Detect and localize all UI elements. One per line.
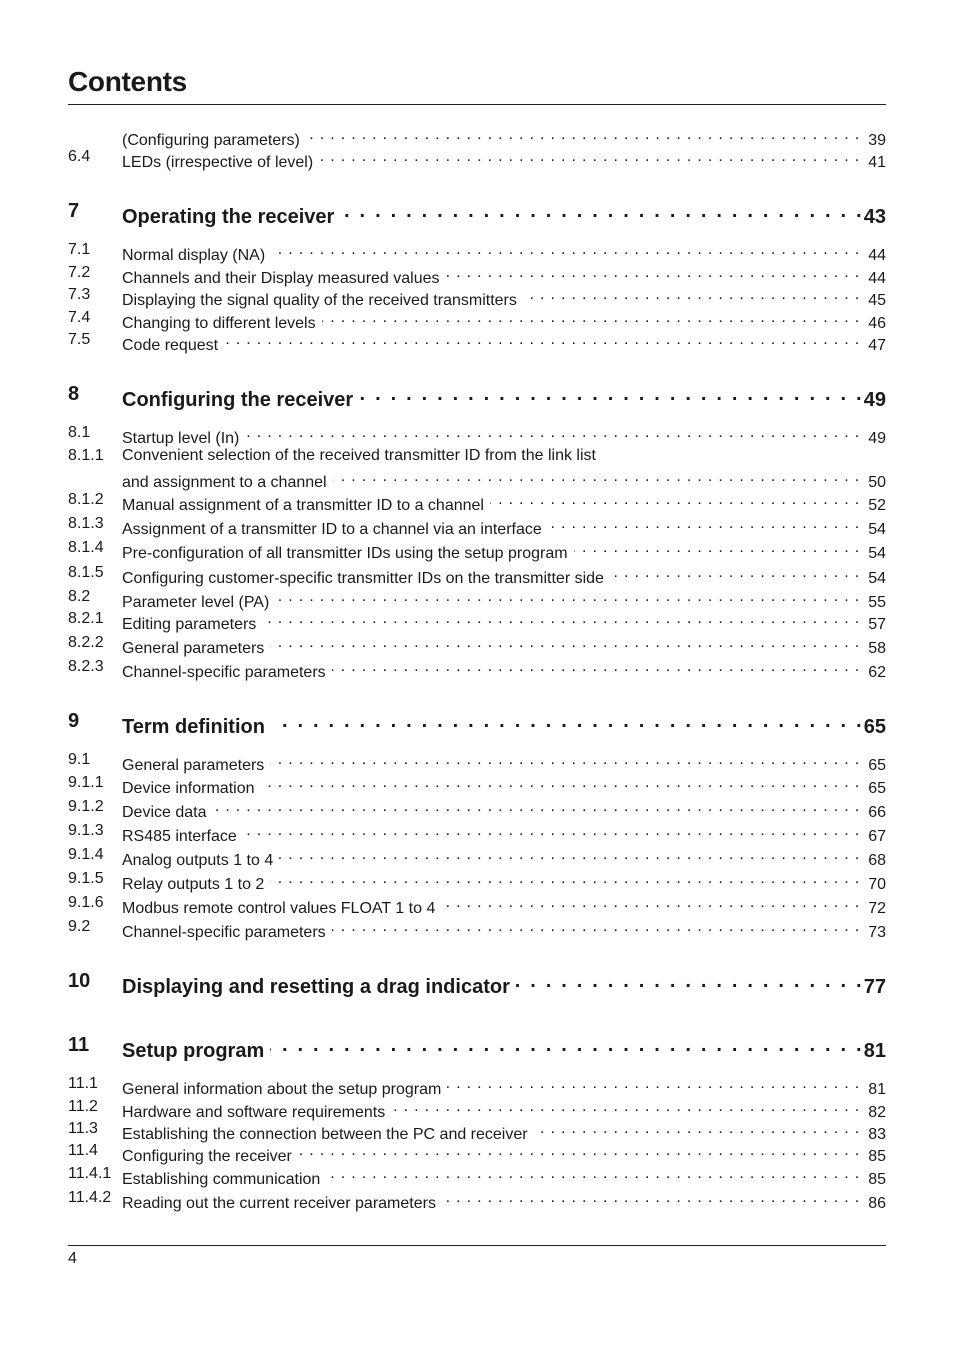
toc-page-number: 81 [863, 1040, 886, 1062]
toc-page-number: 55 [868, 594, 886, 611]
toc-title: Convenient selection of the received transmitter ID from the link list [122, 447, 596, 464]
toc-title: Configuring customer-specific transmitter IDs on the transmitter side [122, 570, 604, 587]
toc-page-number: 50 [868, 474, 886, 491]
dot-leader [548, 514, 860, 534]
toc-title: Establishing the connection between the PC and receiver [122, 1126, 528, 1143]
dot-leader [446, 263, 860, 283]
toc-title: Code request [122, 337, 219, 354]
toc-title: Setup program [122, 1040, 265, 1062]
toc-number: 9.1.3 [68, 822, 104, 839]
dot-leader [271, 709, 864, 733]
toc-page-number: 67 [868, 828, 886, 845]
toc-number: 11 [68, 1034, 90, 1056]
toc-title: Parameter level (PA) [122, 594, 270, 611]
toc-page-number: 65 [868, 780, 886, 797]
dot-leader [270, 1033, 864, 1057]
toc-number: 9.1.1 [68, 774, 104, 791]
dot-leader [516, 969, 864, 993]
toc-page-number: 41 [868, 154, 886, 171]
toc-number: 8.2.1 [68, 610, 104, 627]
toc-title: (Configuring parameters) [122, 132, 300, 149]
toc-number: 7.2 [68, 264, 91, 281]
toc-title: Hardware and software requirements [122, 1104, 386, 1121]
toc-title: Editing parameters [122, 616, 257, 633]
toc-title: Analog outputs 1 to 4 [122, 852, 274, 869]
toc-page-number: 58 [868, 640, 886, 657]
toc-title: Channel-specific parameters [122, 924, 326, 941]
dot-leader [490, 490, 860, 510]
toc-number: 8.1.3 [68, 515, 104, 532]
dot-leader [224, 330, 860, 350]
toc-page-number: 52 [868, 497, 886, 514]
toc-page-number: 44 [868, 247, 886, 264]
toc-page-number: 49 [868, 430, 886, 447]
toc-title: Startup level (In) [122, 430, 240, 447]
toc-number: 7 [68, 200, 80, 222]
toc-page-number: 54 [868, 545, 886, 562]
toc-page-number: 65 [868, 757, 886, 774]
toc-title: Displaying the signal quality of the received transmitters [122, 292, 517, 309]
toc-page-number: 68 [868, 852, 886, 869]
toc-page-number: 72 [868, 900, 886, 917]
toc-page-number: 81 [868, 1081, 886, 1098]
toc-page-number: 45 [868, 292, 886, 309]
toc-title: Operating the receiver [122, 206, 335, 228]
toc-page-number: 65 [863, 716, 886, 738]
toc-number: 6.4 [68, 148, 91, 165]
dot-leader [340, 199, 863, 223]
toc-title: Manual assignment of a transmitter ID to a channel [122, 497, 484, 514]
toc-page-number: 85 [868, 1148, 886, 1165]
dot-leader [332, 917, 860, 937]
toc-page-number: 73 [868, 924, 886, 941]
toc-number: 8.1.5 [68, 564, 104, 581]
toc-title: Assignment of a transmitter ID to a channel via an interface [122, 521, 542, 538]
toc-number: 8.1 [68, 424, 91, 441]
header-divider [68, 104, 886, 105]
toc-title: General parameters [122, 757, 265, 774]
toc-number: 8.2 [68, 588, 91, 605]
dot-leader [610, 563, 860, 583]
toc-number: 10 [68, 970, 91, 992]
dot-leader [523, 285, 860, 305]
toc-page-number: 86 [868, 1195, 886, 1212]
toc-title: Displaying and resetting a drag indicator [122, 976, 510, 998]
dot-leader [442, 1188, 860, 1208]
toc-page-number: 62 [868, 664, 886, 681]
toc-page-number: 44 [868, 270, 886, 287]
dot-leader [534, 1119, 860, 1139]
toc-number: 8.2.2 [68, 634, 104, 651]
toc-title: General information about the setup program [122, 1081, 442, 1098]
toc-page-number: 43 [863, 206, 886, 228]
toc-number: 11.4 [68, 1142, 98, 1159]
toc-title: LEDs (irrespective of level) [122, 154, 314, 171]
toc-number: 8.1.1 [68, 447, 104, 464]
footer-divider [68, 1245, 886, 1246]
toc-title: Modbus remote control values FLOAT 1 to 4 [122, 900, 436, 917]
dot-leader [322, 308, 860, 328]
toc-number: 11.1 [68, 1075, 98, 1092]
dot-leader [298, 1141, 860, 1161]
toc-number: 8.1.4 [68, 539, 104, 556]
toc-number: 8.1.2 [68, 491, 104, 508]
dot-leader [275, 587, 860, 607]
toc-number: 9.2 [68, 918, 91, 935]
dot-leader [306, 125, 860, 145]
toc-number: 9.1.2 [68, 798, 104, 815]
toc-number: 9.1.6 [68, 894, 104, 911]
dot-leader [333, 467, 860, 487]
toc-title: Relay outputs 1 to 2 [122, 876, 265, 893]
toc-title: Device information [122, 780, 255, 797]
toc-title: Configuring the receiver [122, 1148, 292, 1165]
toc-title: RS485 interface [122, 828, 237, 845]
toc-page-number: 49 [863, 389, 886, 411]
toc-page-number: 46 [868, 315, 886, 332]
toc-number: 7.1 [68, 241, 91, 258]
toc-title: Channels and their Display measured values [122, 270, 440, 287]
toc-title: Reading out the current receiver parameters [122, 1195, 436, 1212]
dot-leader [270, 633, 860, 653]
toc-number: 11.4.2 [68, 1189, 112, 1206]
toc-number: 8.2.3 [68, 658, 104, 675]
dot-leader [441, 893, 860, 913]
dot-leader [359, 382, 864, 406]
dot-leader [447, 1074, 860, 1094]
toc-number: 9.1 [68, 751, 91, 768]
toc-title: General parameters [122, 640, 265, 657]
dot-leader [213, 797, 861, 817]
toc-title-continuation: and assignment to a channel [122, 474, 327, 491]
toc-title: Term definition [122, 716, 265, 738]
toc-page-number: 47 [868, 337, 886, 354]
toc-number: 11.3 [68, 1120, 98, 1137]
page-title: Contents [68, 66, 187, 97]
toc-page-number: 66 [868, 804, 886, 821]
toc-page-number: 85 [868, 1171, 886, 1188]
dot-leader [271, 240, 860, 260]
toc-title: Establishing communication [122, 1171, 321, 1188]
toc-number: 7.4 [68, 309, 91, 326]
toc-page-number: 82 [868, 1104, 886, 1121]
toc-page-number: 54 [868, 570, 886, 587]
toc-title: Normal display (NA) [122, 247, 266, 264]
dot-leader [279, 845, 860, 865]
toc-number: 8 [68, 383, 80, 405]
toc-title: Configuring the receiver [122, 389, 354, 411]
dot-leader [270, 869, 860, 889]
page-number: 4 [68, 1250, 77, 1267]
dot-leader [391, 1097, 860, 1117]
toc-page-number: 54 [868, 521, 886, 538]
toc-title: Pre-configuration of all transmitter IDs using the setup program [122, 545, 568, 562]
toc-number: 7.3 [68, 286, 91, 303]
dot-leader [574, 538, 860, 558]
dot-leader [245, 423, 860, 443]
toc-number: 9 [68, 710, 80, 732]
toc-number: 7.5 [68, 331, 91, 348]
dot-leader [326, 1164, 860, 1184]
toc-page-number: 39 [868, 132, 886, 149]
toc-title: Changing to different levels [122, 315, 316, 332]
toc-title: Channel-specific parameters [122, 664, 326, 681]
toc-number: 9.1.4 [68, 846, 104, 863]
toc-page-number: 57 [868, 616, 886, 633]
dot-leader [270, 750, 860, 770]
toc-number: 11.4.1 [68, 1165, 112, 1182]
toc-page-number: 77 [863, 976, 886, 998]
toc-number: 11.2 [68, 1098, 98, 1115]
toc-title: Device data [122, 804, 207, 821]
dot-leader [319, 147, 860, 167]
toc-page-number: 83 [868, 1126, 886, 1143]
toc-number: 9.1.5 [68, 870, 104, 887]
dot-leader [243, 821, 860, 841]
dot-leader [261, 773, 861, 793]
dot-leader [262, 609, 860, 629]
toc-page-number: 70 [868, 876, 886, 893]
dot-leader [332, 657, 860, 677]
